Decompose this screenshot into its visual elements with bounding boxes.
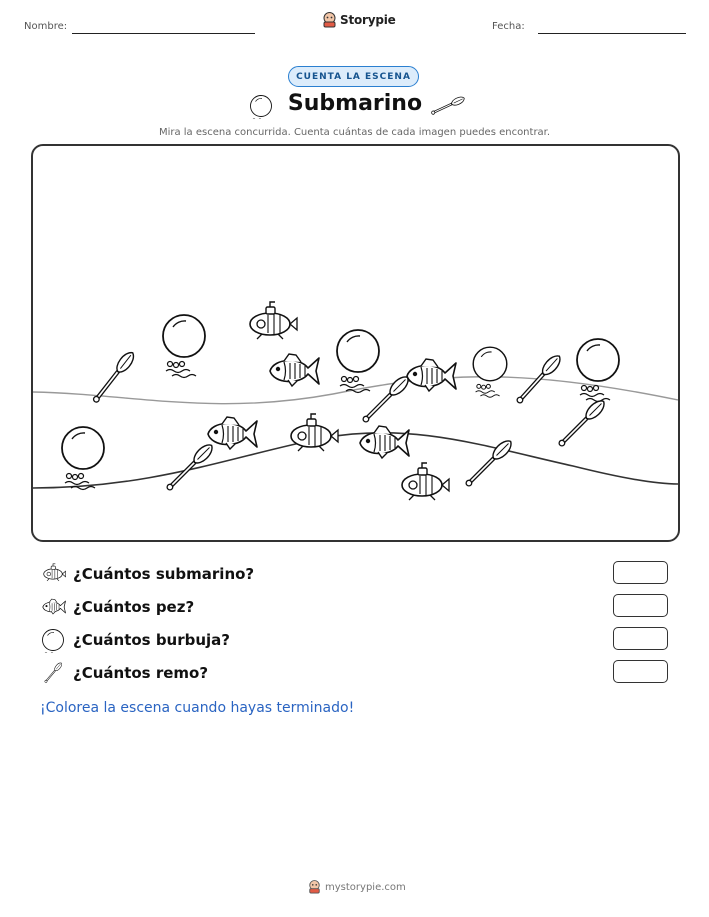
question-row-bubble	[40, 627, 670, 653]
question-row-fish	[40, 594, 670, 620]
storypie-mascot-icon	[322, 12, 337, 28]
scene-illustration	[33, 146, 678, 540]
brand-logo	[322, 12, 396, 28]
oar-icon	[430, 93, 466, 119]
water-wave-lower	[33, 433, 678, 488]
bubble-icon	[40, 627, 66, 653]
question-row-oar	[40, 660, 670, 686]
question-row-submarine	[40, 561, 670, 587]
oar-6	[463, 437, 515, 489]
question-text: ¿Cuántos submarino?	[73, 565, 255, 583]
bubble-2	[337, 330, 379, 393]
submarine-2	[291, 414, 338, 451]
answer-box-bubble[interactable]	[613, 627, 668, 650]
question-text: ¿Cuántos pez?	[73, 598, 195, 616]
bubble-5	[62, 427, 104, 490]
answer-box-oar[interactable]	[613, 660, 668, 683]
fish-3	[208, 417, 257, 449]
bubble-3	[473, 347, 507, 397]
activity-badge: CUENTA LA ESCENA	[288, 66, 419, 87]
page-title: Submarino	[287, 91, 423, 116]
oar-2	[360, 373, 412, 425]
closing-note: ¡Colorea la escena cuando hayas terminado!	[40, 700, 355, 716]
instructions: Mira la escena concurrida. Cuenta cuántas de cada imagen puedes encontrar.	[158, 127, 551, 138]
date-field[interactable]	[538, 33, 686, 34]
footer-url: mystorypie.com	[325, 881, 406, 893]
bubble-icon	[248, 93, 274, 119]
date-label: Fecha:	[492, 21, 525, 32]
fish-icon	[40, 594, 66, 620]
question-text: ¿Cuántos burbuja?	[73, 631, 231, 649]
question-text: ¿Cuántos remo?	[73, 664, 209, 682]
fish-1	[270, 354, 319, 386]
oar-icon	[40, 660, 66, 686]
storypie-mascot-icon	[308, 880, 321, 894]
footer-site	[308, 880, 406, 894]
oar-5	[164, 441, 216, 493]
fish-4	[360, 426, 409, 458]
submarine-1	[250, 302, 297, 339]
bubble-1	[163, 315, 205, 378]
oar-4	[556, 397, 608, 449]
answer-box-submarine[interactable]	[613, 561, 668, 584]
name-label: Nombre:	[24, 21, 68, 32]
brand-name: Storypie	[340, 13, 396, 27]
submarine-3	[402, 463, 449, 500]
bubble-4	[577, 339, 619, 402]
name-field[interactable]	[72, 33, 255, 34]
fish-2	[407, 359, 456, 391]
oar-3	[514, 352, 564, 405]
answer-box-fish[interactable]	[613, 594, 668, 617]
submarine-icon	[40, 561, 66, 587]
scene-panel	[31, 144, 680, 542]
